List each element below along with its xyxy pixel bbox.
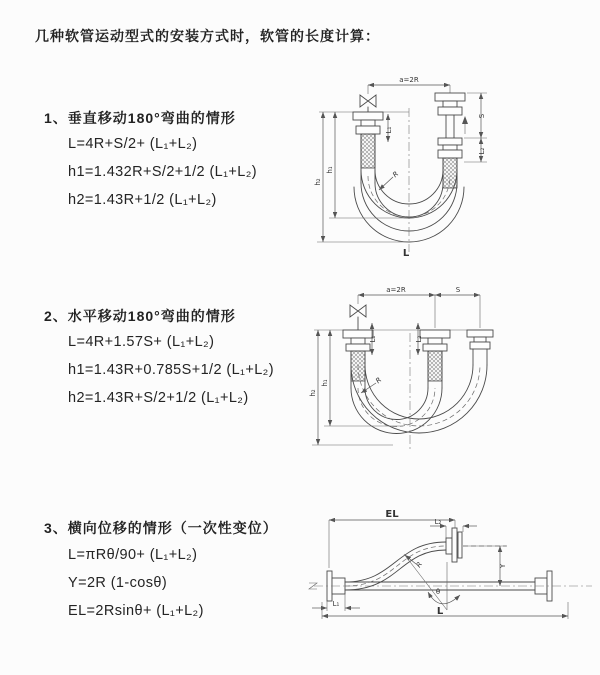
radius-label: R [391,169,401,180]
moving-end-fitting-pos1 [420,330,450,351]
braided-hose-section-left [361,134,375,168]
dim-label-l1: L₁ [385,126,393,134]
section-2-heading: 2、水平移动180°弯曲的情形 [44,308,236,324]
dim-label-l2: L₂ [434,518,442,526]
radius-arrow [379,177,393,190]
dim-label-l1: L₁ [332,600,340,608]
hose-u-bend [351,365,487,434]
fixed-end-fitting [353,112,383,134]
radius-label: R [414,560,425,570]
section-1-formula-h2: h2=1.43R+1/2 (L₁+L₂) [68,192,217,208]
dim-label-h2: h₂ [314,178,322,186]
dim-label-el: EL [385,509,399,520]
section-1-formula-h1: h1=1.432R+S/2+1/2 (L₁+L₂) [68,164,258,180]
theta-label: θ [435,588,441,596]
section-1-heading: 1、垂直移动180°弯曲的情形 [44,110,236,126]
radius-label: R [374,375,384,386]
dim-label-s: S [478,113,486,119]
section-3-formula-l: L=πRθ/90+ (L₁+L₂) [68,547,198,563]
dim-label-a2r: a=2R [399,76,419,84]
section-3-formula-y: Y=2R (1-cosθ) [68,575,168,591]
section-2-formula-h1: h1=1.43R+0.785S+1/2 (L₁+L₂) [68,362,274,378]
section-3-formula-el: EL=2Rsinθ+ (L₁+L₂) [68,603,204,619]
moving-end-fitting-upper [435,93,465,115]
section-2-formula-h2: h2=1.43R+S/2+1/2 (L₁+L₂) [68,390,249,406]
length-label: L [402,248,410,259]
displaced-end-flange [446,528,462,562]
valve-icon [360,95,376,112]
moving-end-fitting-pos2 [467,330,493,349]
diagram-lateral-displacement [300,498,600,648]
theta-angle-arrow [428,592,460,604]
dim-label-y: Y [499,563,507,569]
section-1-formula-l: L=4R+S/2+ (L₁+L₂) [68,136,198,152]
dim-label-h2: h₂ [309,389,317,397]
diagram-horizontal-180-bend [308,283,600,468]
dim-label-h1: h₁ [326,166,334,174]
page-title: 几种软管运动型式的安装方式时，软管的长度计算： [35,28,380,44]
section-2-formula-l: L=4R+1.57S+ (L₁+L₂) [68,334,215,350]
valve-icon [350,305,366,330]
diagram-vertical-180-bend [313,70,598,265]
movement-arrow-up-icon [462,116,468,134]
length-label: L [436,606,444,617]
dim-label-l2: L₂ [478,147,486,155]
dim-label-h1: h₁ [321,379,329,387]
braided-hose-section-middle [428,351,442,381]
dim-label-l2: L₂ [415,335,423,343]
moving-end-fitting-lower [438,138,462,158]
dim-label-a2r: a=2R [386,286,406,294]
section-3-heading: 3、横向位移的情形（一次性变位） [44,520,278,536]
hose-displaced-position [345,542,446,590]
dim-label-l1: L₁ [369,335,377,343]
dim-label-s: S [455,286,461,294]
